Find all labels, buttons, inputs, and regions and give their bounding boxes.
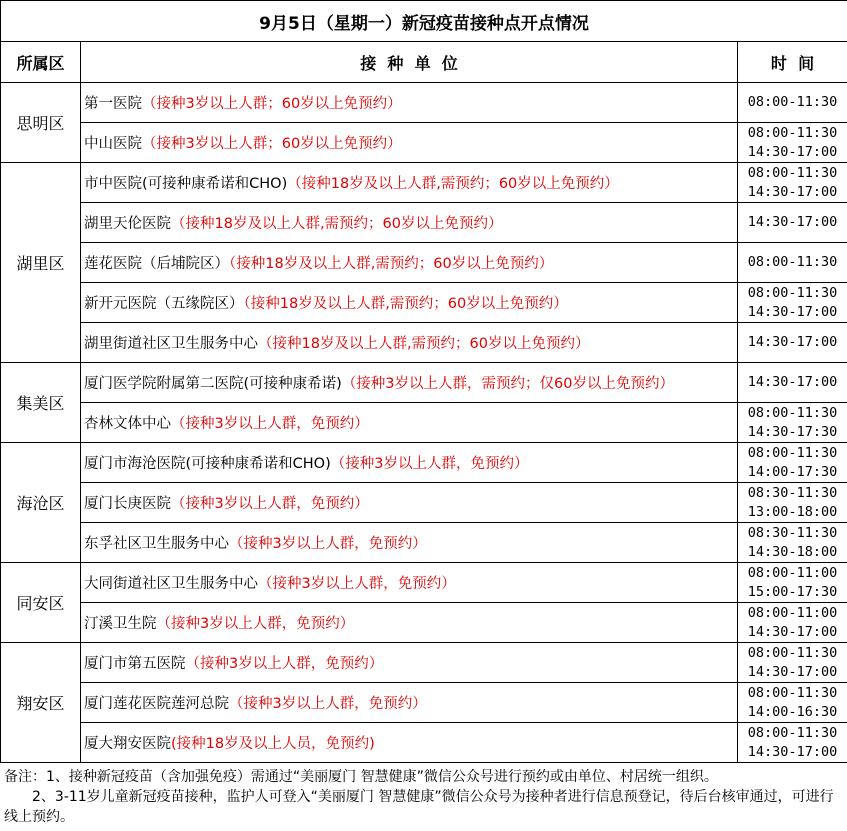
district-name: 湖里区: [1, 163, 81, 363]
opening-hours: [738, 603, 847, 643]
vaccination-site: [81, 363, 738, 403]
table-row: [1, 603, 847, 643]
time-slot: 14:30-17:00: [738, 373, 847, 392]
site-eligibility-note: （接种3岁以上人群，免预约）: [171, 416, 369, 432]
table-row: [1, 683, 847, 723]
site-name: 中山医院: [84, 136, 142, 152]
table-row: [1, 483, 847, 523]
site-eligibility-note: （接种3岁以上人群；60岁以上免预约）: [142, 96, 402, 112]
time-slot: 08:00-11:30: [738, 444, 847, 463]
table-title: 9月5日（星期一）新冠疫苗接种点开点情况: [1, 1, 847, 42]
time-slot: 14:30-17:00: [738, 303, 847, 322]
opening-hours: [738, 643, 847, 683]
note-line: 备注：1、接种新冠疫苗（含加强免疫）需通过“美丽厦门 智慧健康”微信公众号进行预约或由单位、村居统一组织。: [4, 767, 843, 787]
time-slot: 08:00-11:30: [738, 724, 847, 743]
time-slot: 08:00-11:30: [738, 684, 847, 703]
table-row: [1, 523, 847, 563]
site-name: 杏林文体中心: [84, 416, 171, 432]
site-eligibility-note: (接种18岁及以上人员，免预约): [171, 736, 375, 752]
vaccination-site: [81, 643, 738, 683]
district-name: 同安区: [1, 563, 81, 643]
site-name: 市中医院(可接种康希诺和CHO): [84, 176, 287, 192]
site-name: 第一医院: [84, 96, 142, 112]
opening-hours: [738, 163, 847, 203]
table-row: [1, 643, 847, 683]
vaccination-site: [81, 83, 738, 123]
table-row: [1, 203, 847, 243]
vaccination-site: [81, 123, 738, 163]
site-eligibility-note: （接种3岁以上人群，免预约）: [229, 696, 427, 712]
table-row: [1, 163, 847, 203]
time-slot: 14:30-17:00: [738, 183, 847, 202]
table-row: [1, 323, 847, 363]
time-slot: 08:00-11:00: [738, 564, 847, 583]
site-eligibility-note: （接种18岁及以上人群,需预约；60岁以上免预约）: [244, 296, 568, 312]
site-name: 厦门医学院附属第二医院(可接种康希诺): [84, 376, 342, 392]
header-district: 所属区: [1, 42, 81, 83]
site-name: 新开元医院（五缘院区）: [84, 296, 244, 312]
district-name: 思明区: [1, 83, 81, 163]
site-name: 汀溪卫生院: [84, 616, 157, 632]
vaccination-site: [81, 523, 738, 563]
site-eligibility-note: （接种18岁及以上人群,需预约；60岁以上免预约）: [287, 176, 619, 192]
table-row: [1, 123, 847, 163]
opening-hours: [738, 403, 847, 443]
opening-hours: [738, 283, 847, 323]
table-row: [1, 443, 847, 483]
time-slot: 14:30-17:00: [738, 333, 847, 352]
table-row: [1, 723, 847, 763]
site-name: 厦门长庚医院: [84, 496, 171, 512]
district-name: 集美区: [1, 363, 81, 443]
site-eligibility-note: （接种18岁及以上人群,需预约；60岁以上免预约）: [229, 256, 553, 272]
time-slot: 14:30-18:00: [738, 543, 847, 562]
site-name: 厦门莲花医院莲河总院: [84, 696, 229, 712]
opening-hours: [738, 83, 847, 123]
opening-hours: [738, 363, 847, 403]
site-eligibility-note: （接种3岁以上人群，需预约；仅60岁以上免预约）: [342, 376, 674, 392]
time-slot: 14:00-16:30: [738, 703, 847, 722]
district-name: 翔安区: [1, 643, 81, 763]
time-slot: 14:30-17:00: [738, 743, 847, 762]
time-slot: 08:30-11:30: [738, 484, 847, 503]
time-slot: 15:00-17:30: [738, 583, 847, 602]
time-slot: 08:00-11:00: [738, 604, 847, 623]
site-eligibility-note: （接种18岁及以上人群,需预约；60岁以上免预约）: [258, 336, 590, 352]
time-slot: 14:00-17:30: [738, 463, 847, 482]
district-name: 海沧区: [1, 443, 81, 563]
vaccination-site: [81, 683, 738, 723]
opening-hours: [738, 123, 847, 163]
note-line: 2、3-11岁儿童新冠疫苗接种，监护人可登入“美丽厦门 智慧健康”微信公众号为接种者进行信息预登记，待后台核审通过，可进行线上预约。: [4, 787, 843, 827]
vaccination-site: [81, 163, 738, 203]
time-slot: 08:00-11:30: [738, 164, 847, 183]
site-name: 湖里街道社区卫生服务中心: [84, 336, 258, 352]
vaccination-site: [81, 563, 738, 603]
vaccination-site: [81, 403, 738, 443]
vaccination-site: [81, 203, 738, 243]
site-eligibility-note: （接种3岁以上人群；60岁以上免预约）: [142, 136, 402, 152]
notes-section: [0, 763, 847, 831]
table-row: [1, 243, 847, 283]
time-slot: 08:00-11:30: [738, 284, 847, 303]
site-name: 厦门市海沧医院(可接种康希诺和CHO): [84, 456, 331, 472]
site-name: 大同街道社区卫生服务中心: [84, 576, 258, 592]
time-slot: 14:30-17:00: [738, 623, 847, 642]
time-slot: 14:30-17:00: [738, 213, 847, 232]
opening-hours: [738, 323, 847, 363]
site-name: 厦大翔安医院: [84, 736, 171, 752]
time-slot: 08:00-11:30: [738, 124, 847, 143]
opening-hours: [738, 563, 847, 603]
table-row: [1, 403, 847, 443]
time-slot: 14:30-17:30: [738, 423, 847, 442]
site-name: 湖里天伦医院: [84, 216, 171, 232]
time-slot: 08:00-11:30: [738, 93, 847, 112]
time-slot: 14:30-17:00: [738, 663, 847, 682]
site-eligibility-note: （接种3岁以上人群，免预约）: [186, 656, 384, 672]
header-unit: 接 种 单 位: [81, 42, 738, 83]
opening-hours: [738, 683, 847, 723]
time-slot: 08:00-11:30: [738, 644, 847, 663]
header-time: 时 间: [738, 42, 847, 83]
opening-hours: [738, 443, 847, 483]
vaccination-site: [81, 603, 738, 643]
site-eligibility-note: （接种3岁以上人群，免预约）: [229, 536, 427, 552]
opening-hours: [738, 723, 847, 763]
vaccination-site: [81, 283, 738, 323]
vaccination-site: [81, 323, 738, 363]
table-row: [1, 563, 847, 603]
time-slot: 08:30-11:30: [738, 524, 847, 543]
time-slot: 08:00-11:30: [738, 253, 847, 272]
table-row: [1, 83, 847, 123]
site-eligibility-note: （接种3岁以上人群，免预约）: [171, 496, 369, 512]
site-eligibility-note: （接种3岁以上人群，免预约）: [157, 616, 355, 632]
table-row: [1, 283, 847, 323]
opening-hours: [738, 243, 847, 283]
opening-hours: [738, 483, 847, 523]
time-slot: 13:00-18:00: [738, 503, 847, 522]
opening-hours: [738, 523, 847, 563]
site-eligibility-note: （接种18岁及以上人群,需预约；60岁以上免预约）: [171, 216, 503, 232]
vaccination-site: [81, 443, 738, 483]
site-eligibility-note: （接种3岁以上人群，免预约）: [331, 456, 529, 472]
site-name: 东孚社区卫生服务中心: [84, 536, 229, 552]
table-row: [1, 363, 847, 403]
vaccination-site: [81, 243, 738, 283]
time-slot: 14:30-17:00: [738, 143, 847, 162]
vaccination-site: [81, 483, 738, 523]
site-name: 莲花医院（后埔院区）: [84, 256, 229, 272]
vaccination-site: [81, 723, 738, 763]
site-eligibility-note: （接种3岁以上人群，免预约）: [258, 576, 456, 592]
site-name: 厦门市第五医院: [84, 656, 186, 672]
opening-hours: [738, 203, 847, 243]
time-slot: 08:00-11:30: [738, 404, 847, 423]
